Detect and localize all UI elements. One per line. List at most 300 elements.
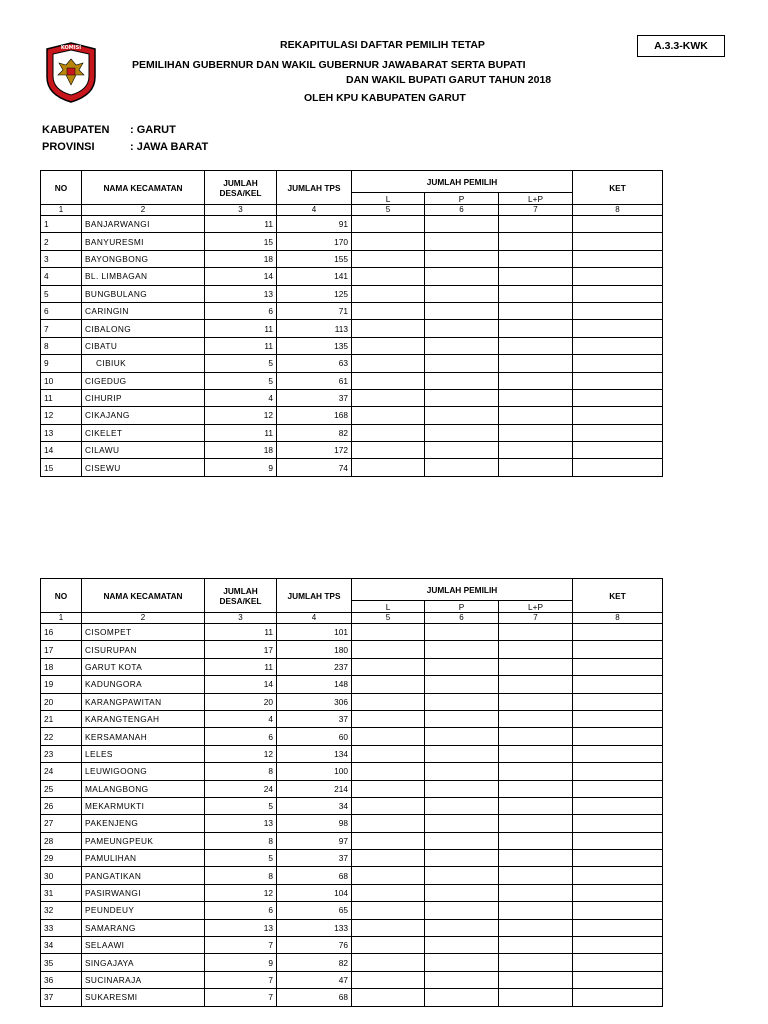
- cell-jumlah-desa: 9: [205, 954, 277, 971]
- cell-pemilih-lp: [499, 407, 573, 424]
- cell-no: 34: [41, 937, 82, 954]
- cell-jumlah-desa: 24: [205, 780, 277, 797]
- cell-pemilih-l: [352, 780, 425, 797]
- cell-pemilih-l: [352, 797, 425, 814]
- cell-jumlah-tps: 141: [277, 268, 352, 285]
- cell-pemilih-lp: [499, 693, 573, 710]
- cell-kecamatan: CIKAJANG: [82, 407, 205, 424]
- cell-kecamatan: PASIRWANGI: [82, 884, 205, 901]
- col-header-jumlah-tps: JUMLAH TPS: [277, 171, 352, 205]
- table-row: [41, 389, 663, 406]
- document-title: REKAPITULASI DAFTAR PEMILIH TETAP: [280, 39, 485, 51]
- cell-kecamatan: PAMULIHAN: [82, 850, 205, 867]
- kabupaten-value: : GARUT: [130, 124, 176, 136]
- cell-pemilih-lp: [499, 250, 573, 267]
- cell-jumlah-tps: 61: [277, 372, 352, 389]
- cell-no: 28: [41, 832, 82, 849]
- cell-jumlah-desa: 11: [205, 337, 277, 354]
- cell-ket: [573, 442, 663, 459]
- cell-no: 17: [41, 641, 82, 658]
- cell-pemilih-lp: [499, 884, 573, 901]
- cell-jumlah-tps: 180: [277, 641, 352, 658]
- cell-jumlah-tps: 74: [277, 459, 352, 476]
- cell-ket: [573, 797, 663, 814]
- cell-kecamatan: MEKARMUKTI: [82, 797, 205, 814]
- col-header-p: P: [425, 601, 499, 613]
- cell-no: 37: [41, 989, 82, 1006]
- cell-ket: [573, 302, 663, 319]
- col-header-l: L: [352, 601, 425, 613]
- table-row: [41, 850, 663, 867]
- cell-pemilih-lp: [499, 710, 573, 727]
- col-header-jumlah-desa: [205, 579, 277, 613]
- cell-no: 31: [41, 884, 82, 901]
- cell-ket: [573, 832, 663, 849]
- cell-pemilih-l: [352, 624, 425, 641]
- cell-pemilih-lp: [499, 832, 573, 849]
- cell-ket: [573, 867, 663, 884]
- cell-ket: [573, 919, 663, 936]
- table-row: [41, 424, 663, 441]
- cell-ket: [573, 815, 663, 832]
- cell-kecamatan: PAMEUNGPEUK: [82, 832, 205, 849]
- cell-jumlah-tps: 65: [277, 902, 352, 919]
- cell-pemilih-lp: [499, 780, 573, 797]
- cell-pemilih-p: [425, 268, 499, 285]
- cell-pemilih-p: [425, 867, 499, 884]
- cell-pemilih-p: [425, 233, 499, 250]
- cell-no: 8: [41, 337, 82, 354]
- cell-ket: [573, 763, 663, 780]
- cell-kecamatan: SINGAJAYA: [82, 954, 205, 971]
- cell-pemilih-l: [352, 216, 425, 233]
- cell-ket: [573, 250, 663, 267]
- column-index: 1: [41, 613, 82, 624]
- cell-pemilih-p: [425, 250, 499, 267]
- table-row: [41, 459, 663, 476]
- cell-ket: [573, 424, 663, 441]
- cell-pemilih-l: [352, 937, 425, 954]
- cell-pemilih-p: [425, 624, 499, 641]
- cell-ket: [573, 624, 663, 641]
- cell-ket: [573, 884, 663, 901]
- cell-pemilih-l: [352, 320, 425, 337]
- cell-jumlah-desa: 12: [205, 884, 277, 901]
- rekap-table-2: [40, 578, 663, 1007]
- cell-pemilih-lp: [499, 459, 573, 476]
- cell-pemilih-lp: [499, 320, 573, 337]
- table-row: [41, 250, 663, 267]
- col-header-nama-kecamatan: NAMA KECAMATAN: [82, 171, 205, 205]
- cell-kecamatan: CIHURIP: [82, 389, 205, 406]
- cell-kecamatan: BUNGBULANG: [82, 285, 205, 302]
- column-index: 6: [425, 613, 499, 624]
- cell-pemilih-p: [425, 832, 499, 849]
- cell-no: 9: [41, 355, 82, 372]
- col-header-ket: KET: [573, 171, 663, 205]
- table-row: [41, 676, 663, 693]
- cell-kecamatan: CIGEDUG: [82, 372, 205, 389]
- cell-kecamatan: CISURUPAN: [82, 641, 205, 658]
- cell-jumlah-desa: 9: [205, 459, 277, 476]
- cell-pemilih-p: [425, 676, 499, 693]
- cell-kecamatan: CIBIUK: [82, 355, 205, 372]
- document-subtitle-1: PEMILIHAN GUBERNUR DAN WAKIL GUBERNUR JAWABARAT SERTA BUPATI: [132, 59, 526, 71]
- cell-ket: [573, 676, 663, 693]
- cell-pemilih-lp: [499, 728, 573, 745]
- cell-pemilih-l: [352, 745, 425, 762]
- cell-jumlah-desa: 5: [205, 850, 277, 867]
- cell-no: 32: [41, 902, 82, 919]
- cell-jumlah-tps: 135: [277, 337, 352, 354]
- column-index: 7: [499, 205, 573, 216]
- cell-pemilih-lp: [499, 937, 573, 954]
- cell-ket: [573, 850, 663, 867]
- cell-pemilih-lp: [499, 745, 573, 762]
- cell-pemilih-l: [352, 954, 425, 971]
- cell-pemilih-lp: [499, 867, 573, 884]
- cell-kecamatan: CIBATU: [82, 337, 205, 354]
- cell-no: 29: [41, 850, 82, 867]
- rekap-table-1: [40, 170, 663, 477]
- col-header-jumlah-tps: JUMLAH TPS: [277, 579, 352, 613]
- cell-jumlah-tps: 237: [277, 658, 352, 675]
- cell-pemilih-p: [425, 954, 499, 971]
- cell-pemilih-lp: [499, 302, 573, 319]
- col-header-jumlah-pemilih: JUMLAH PEMILIH: [352, 579, 573, 601]
- cell-pemilih-p: [425, 337, 499, 354]
- table-row: [41, 919, 663, 936]
- column-index: 6: [425, 205, 499, 216]
- kpu-logo-icon: [43, 41, 99, 104]
- cell-pemilih-p: [425, 937, 499, 954]
- cell-no: 27: [41, 815, 82, 832]
- cell-ket: [573, 693, 663, 710]
- table-row: [41, 641, 663, 658]
- column-index-row: [41, 613, 663, 624]
- cell-no: 22: [41, 728, 82, 745]
- table-row: [41, 372, 663, 389]
- table-row: [41, 710, 663, 727]
- cell-pemilih-lp: [499, 355, 573, 372]
- cell-jumlah-desa: 4: [205, 389, 277, 406]
- cell-ket: [573, 355, 663, 372]
- cell-jumlah-tps: 148: [277, 676, 352, 693]
- table-row: [41, 285, 663, 302]
- cell-no: 12: [41, 407, 82, 424]
- cell-pemilih-l: [352, 884, 425, 901]
- cell-ket: [573, 216, 663, 233]
- cell-kecamatan: CIBALONG: [82, 320, 205, 337]
- cell-jumlah-tps: 91: [277, 216, 352, 233]
- table-row: [41, 780, 663, 797]
- col-header-desa-line1: JUMLAH: [223, 585, 258, 596]
- cell-kecamatan: PEUNDEUY: [82, 902, 205, 919]
- col-header-no: NO: [41, 579, 82, 613]
- cell-pemilih-l: [352, 389, 425, 406]
- cell-pemilih-l: [352, 815, 425, 832]
- cell-ket: [573, 459, 663, 476]
- col-header-jumlah-desa: [205, 171, 277, 205]
- cell-pemilih-l: [352, 641, 425, 658]
- cell-kecamatan: KARANGTENGAH: [82, 710, 205, 727]
- cell-pemilih-l: [352, 250, 425, 267]
- cell-pemilih-lp: [499, 676, 573, 693]
- cell-jumlah-desa: 11: [205, 658, 277, 675]
- cell-jumlah-tps: 113: [277, 320, 352, 337]
- table-row: [41, 954, 663, 971]
- cell-pemilih-lp: [499, 815, 573, 832]
- cell-ket: [573, 728, 663, 745]
- table-row: [41, 971, 663, 988]
- table-row: [41, 658, 663, 675]
- table-row: [41, 337, 663, 354]
- cell-jumlah-tps: 97: [277, 832, 352, 849]
- cell-kecamatan: KARANGPAWITAN: [82, 693, 205, 710]
- cell-pemilih-l: [352, 693, 425, 710]
- cell-ket: [573, 337, 663, 354]
- cell-kecamatan: MALANGBONG: [82, 780, 205, 797]
- table-row: [41, 937, 663, 954]
- cell-pemilih-lp: [499, 902, 573, 919]
- table-row: [41, 693, 663, 710]
- cell-kecamatan: CISEWU: [82, 459, 205, 476]
- cell-jumlah-desa: 11: [205, 320, 277, 337]
- cell-jumlah-tps: 82: [277, 954, 352, 971]
- cell-pemilih-lp: [499, 989, 573, 1006]
- cell-jumlah-desa: 11: [205, 424, 277, 441]
- cell-pemilih-lp: [499, 763, 573, 780]
- cell-ket: [573, 710, 663, 727]
- cell-jumlah-desa: 8: [205, 832, 277, 849]
- table-row: [41, 624, 663, 641]
- cell-ket: [573, 233, 663, 250]
- column-index: 8: [573, 205, 663, 216]
- cell-pemilih-lp: [499, 954, 573, 971]
- cell-pemilih-l: [352, 989, 425, 1006]
- cell-jumlah-desa: 13: [205, 815, 277, 832]
- column-index: 2: [82, 613, 205, 624]
- table-row: [41, 407, 663, 424]
- document-subtitle-3: OLEH KPU KABUPATEN GARUT: [304, 92, 466, 104]
- cell-pemilih-p: [425, 728, 499, 745]
- cell-kecamatan: KADUNGORA: [82, 676, 205, 693]
- cell-jumlah-tps: 125: [277, 285, 352, 302]
- cell-pemilih-l: [352, 372, 425, 389]
- cell-pemilih-p: [425, 302, 499, 319]
- cell-no: 16: [41, 624, 82, 641]
- cell-pemilih-lp: [499, 389, 573, 406]
- cell-pemilih-p: [425, 815, 499, 832]
- cell-pemilih-lp: [499, 216, 573, 233]
- cell-kecamatan: SUKARESMI: [82, 989, 205, 1006]
- cell-no: 4: [41, 268, 82, 285]
- cell-pemilih-p: [425, 459, 499, 476]
- cell-pemilih-p: [425, 710, 499, 727]
- cell-pemilih-lp: [499, 268, 573, 285]
- cell-kecamatan: LEUWIGOONG: [82, 763, 205, 780]
- cell-no: 3: [41, 250, 82, 267]
- cell-kecamatan: CILAWU: [82, 442, 205, 459]
- cell-pemilih-l: [352, 728, 425, 745]
- provinsi-row: [42, 141, 208, 153]
- cell-pemilih-p: [425, 780, 499, 797]
- col-header-desa-line2: DESA/KEL: [219, 595, 262, 606]
- cell-kecamatan: PAKENJENG: [82, 815, 205, 832]
- cell-ket: [573, 268, 663, 285]
- cell-ket: [573, 658, 663, 675]
- cell-pemilih-p: [425, 971, 499, 988]
- cell-pemilih-p: [425, 693, 499, 710]
- cell-no: 6: [41, 302, 82, 319]
- cell-jumlah-desa: 6: [205, 728, 277, 745]
- table-row: [41, 728, 663, 745]
- cell-kecamatan: SELAAWI: [82, 937, 205, 954]
- cell-pemilih-lp: [499, 971, 573, 988]
- cell-jumlah-desa: 18: [205, 250, 277, 267]
- cell-ket: [573, 389, 663, 406]
- col-header-ket: KET: [573, 579, 663, 613]
- table-row: [41, 902, 663, 919]
- cell-jumlah-desa: 5: [205, 372, 277, 389]
- cell-ket: [573, 971, 663, 988]
- provinsi-value: : JAWA BARAT: [130, 141, 209, 153]
- cell-jumlah-desa: 6: [205, 902, 277, 919]
- cell-kecamatan: CARINGIN: [82, 302, 205, 319]
- cell-pemilih-p: [425, 442, 499, 459]
- cell-no: 14: [41, 442, 82, 459]
- cell-pemilih-p: [425, 797, 499, 814]
- cell-pemilih-l: [352, 971, 425, 988]
- cell-pemilih-lp: [499, 624, 573, 641]
- cell-no: 13: [41, 424, 82, 441]
- cell-pemilih-lp: [499, 442, 573, 459]
- cell-jumlah-desa: 8: [205, 867, 277, 884]
- cell-pemilih-l: [352, 424, 425, 441]
- cell-pemilih-lp: [499, 424, 573, 441]
- cell-kecamatan: SUCINARAJA: [82, 971, 205, 988]
- cell-no: 18: [41, 658, 82, 675]
- cell-jumlah-tps: 82: [277, 424, 352, 441]
- table-row: [41, 815, 663, 832]
- cell-kecamatan: BL. LIMBAGAN: [82, 268, 205, 285]
- cell-no: 1: [41, 216, 82, 233]
- document-subtitle-2: DAN WAKIL BUPATI GARUT TAHUN 2018: [346, 74, 552, 86]
- cell-kecamatan: BAYONGBONG: [82, 250, 205, 267]
- cell-jumlah-tps: 68: [277, 867, 352, 884]
- cell-jumlah-desa: 12: [205, 407, 277, 424]
- col-header-no: NO: [41, 171, 82, 205]
- cell-jumlah-tps: 37: [277, 850, 352, 867]
- cell-pemilih-l: [352, 902, 425, 919]
- column-index: 8: [573, 613, 663, 624]
- cell-jumlah-tps: 76: [277, 937, 352, 954]
- cell-no: 33: [41, 919, 82, 936]
- table-row: [41, 745, 663, 762]
- table-row: [41, 302, 663, 319]
- table-row: [41, 867, 663, 884]
- cell-pemilih-p: [425, 216, 499, 233]
- cell-ket: [573, 937, 663, 954]
- column-index: 5: [352, 205, 425, 216]
- table-row: [41, 442, 663, 459]
- cell-jumlah-desa: 14: [205, 676, 277, 693]
- cell-pemilih-p: [425, 641, 499, 658]
- cell-pemilih-l: [352, 302, 425, 319]
- cell-no: 15: [41, 459, 82, 476]
- cell-jumlah-desa: 5: [205, 355, 277, 372]
- cell-pemilih-p: [425, 763, 499, 780]
- cell-no: 24: [41, 763, 82, 780]
- cell-ket: [573, 285, 663, 302]
- col-header-lp: L+P: [499, 601, 573, 613]
- cell-pemilih-p: [425, 850, 499, 867]
- col-header-p: P: [425, 193, 499, 205]
- cell-pemilih-l: [352, 867, 425, 884]
- column-index: 4: [277, 205, 352, 216]
- cell-pemilih-p: [425, 389, 499, 406]
- cell-no: 25: [41, 780, 82, 797]
- cell-jumlah-tps: 71: [277, 302, 352, 319]
- cell-pemilih-l: [352, 919, 425, 936]
- cell-pemilih-p: [425, 372, 499, 389]
- column-index: 1: [41, 205, 82, 216]
- cell-jumlah-desa: 14: [205, 268, 277, 285]
- column-index-row: [41, 205, 663, 216]
- cell-no: 26: [41, 797, 82, 814]
- cell-no: 7: [41, 320, 82, 337]
- cell-pemilih-p: [425, 658, 499, 675]
- table-row: [41, 763, 663, 780]
- table-row: [41, 832, 663, 849]
- cell-pemilih-l: [352, 407, 425, 424]
- cell-ket: [573, 902, 663, 919]
- cell-kecamatan: CIKELET: [82, 424, 205, 441]
- cell-pemilih-l: [352, 658, 425, 675]
- table-row: [41, 233, 663, 250]
- cell-no: 23: [41, 745, 82, 762]
- column-index: 7: [499, 613, 573, 624]
- cell-ket: [573, 745, 663, 762]
- svg-text:KOMISI: KOMISI: [60, 45, 82, 51]
- table-row: [41, 268, 663, 285]
- cell-pemilih-lp: [499, 233, 573, 250]
- col-header-desa-line1: JUMLAH: [223, 177, 258, 188]
- cell-ket: [573, 641, 663, 658]
- cell-pemilih-p: [425, 355, 499, 372]
- column-index: 3: [205, 613, 277, 624]
- kabupaten-label: KABUPATEN: [42, 124, 110, 136]
- column-index: 4: [277, 613, 352, 624]
- cell-jumlah-desa: 13: [205, 919, 277, 936]
- col-header-l: L: [352, 193, 425, 205]
- cell-pemilih-lp: [499, 850, 573, 867]
- cell-no: 19: [41, 676, 82, 693]
- table-row: [41, 884, 663, 901]
- cell-pemilih-p: [425, 745, 499, 762]
- cell-jumlah-tps: 168: [277, 407, 352, 424]
- cell-pemilih-l: [352, 832, 425, 849]
- cell-no: 2: [41, 233, 82, 250]
- cell-pemilih-l: [352, 233, 425, 250]
- cell-no: 11: [41, 389, 82, 406]
- cell-jumlah-tps: 172: [277, 442, 352, 459]
- cell-jumlah-tps: 170: [277, 233, 352, 250]
- cell-jumlah-desa: 18: [205, 442, 277, 459]
- col-header-desa-line2: DESA/KEL: [219, 187, 262, 198]
- cell-pemilih-lp: [499, 372, 573, 389]
- cell-jumlah-desa: 6: [205, 302, 277, 319]
